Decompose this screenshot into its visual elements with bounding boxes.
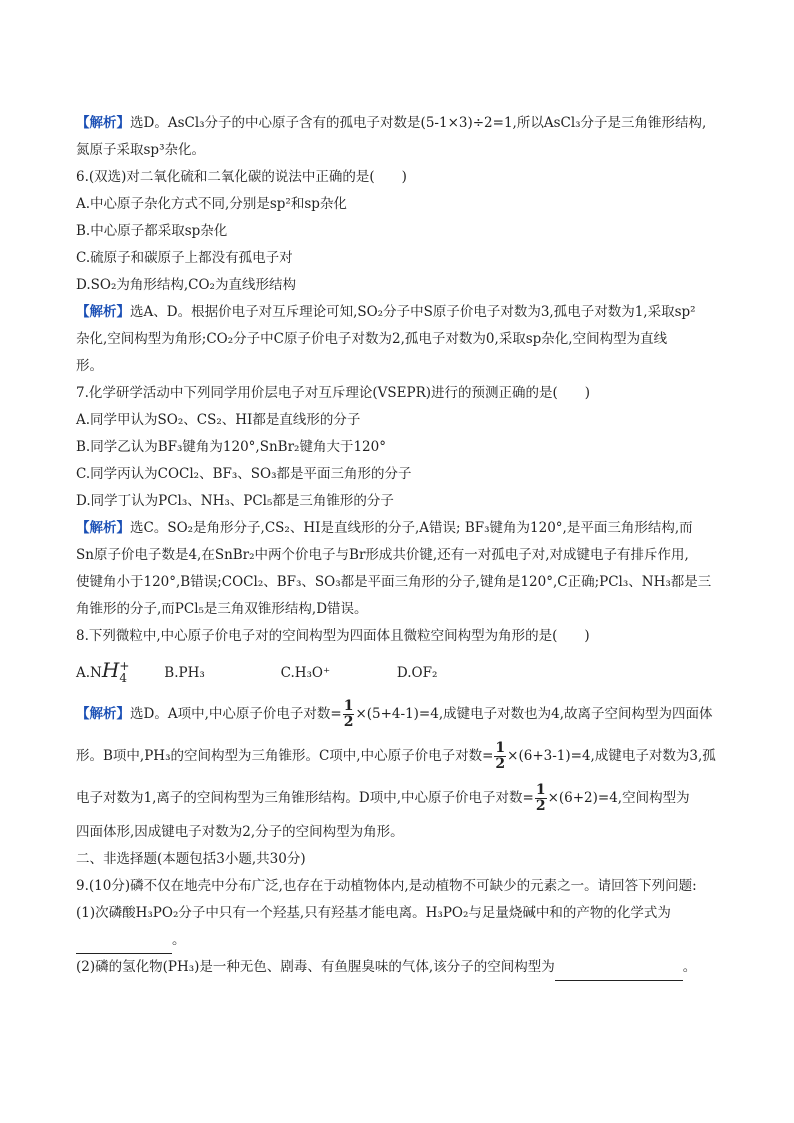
analysis-6-line3: 形。 (76, 358, 103, 374)
document-page (76, 110, 726, 981)
analysis-5-line1: 【解析】选D。AsCl₃分子的中心原子含有的孤电子对数是(5-1×3)÷2=1,所以AsCl₃分子是三角锥形结构, (76, 115, 707, 131)
analysis-5-line2: 氮原子采取sp³杂化。 (76, 142, 205, 158)
analysis-8-line2: 形。B项中,PH₃的空间构型为三角锥形。C项中,中心原子价电子对数= $\frac{1}{2}$ ×(6+3-1)=4,成键电子对数为3,孤 (76, 740, 716, 772)
analysis-7-line2: Sn原子价电子数是4,在SnBr₂中两个价电子与Br形成共价键,还有一对孤电子对,对成键电子有排斥作用, (76, 547, 689, 563)
question-9: 9.(10分)磷不仅在地壳中分布广泛,也存在于动植物体内,是动植物不可缺少的元素之一。请回答下列问题: (76, 878, 697, 894)
q8-option-a: A.NH + 4 (76, 650, 160, 693)
q6-option-d: D.SO₂为角形结构,CO₂为直线形结构 (76, 277, 296, 293)
answer-blank-1[interactable] (76, 937, 172, 954)
analysis-8-line4: 四面体形,因成键电子对数为2,分子的空间构型为角形。 (76, 824, 404, 840)
q8-option-c: C.H₃O⁺ (280, 665, 331, 681)
q7-option-b: B.同学乙认为BF₃键角为120°,SnBr₂键角大于120° (76, 439, 386, 455)
analysis-7-line3: 使键角小于120°,B错误;COCl₂、BF₃、SO₃都是平面三角形的分子,键角是120°,C正确;PCl₃、NH₃都是三 (76, 574, 712, 590)
fraction-half: $\frac{1}{2}$ (535, 782, 546, 814)
analysis-tag: 【解析】 (76, 706, 130, 722)
question-7: 7.化学研学活动中下列同学用价层电子对互斥理论(VSEPR)进行的预测正确的是( ) (76, 385, 591, 401)
q9-part-1: (1)次磷酸H₃PO₂分子中只有一个羟基,只有羟基才能电离。H₃PO₂与足量烧碱中和的产物的化学式为 (76, 905, 671, 921)
question-6: 6.(双选)对二氧化硫和二氧化碳的说法中正确的是( ) (76, 169, 407, 185)
ammonium-formula: H + 4 (101, 658, 130, 685)
q7-option-d: D.同学丁认为PCl₃、NH₃、PCl₅都是三角锥形的分子 (76, 493, 394, 509)
analysis-7-line1: 【解析】选C。SO₂是角形分子,CS₂、HI是直线形的分子,A错误; BF₃键角为120°,是平面三角形结构,而 (76, 520, 693, 536)
analysis-8-line3: 电子对数为1,离子的空间构型为三角锥形结构。D项中,中心原子价电子对数= $\frac{1}{2}$ ×(6+2)=4,空间构型为 (76, 782, 690, 814)
section-2-heading: 二、非选择题(本题包括3小题,共30分) (76, 851, 306, 867)
question-8: 8.下列微粒中,中心原子价电子对的空间构型为四面体且微粒空间构型为角形的是( ) (76, 628, 590, 644)
q8-option-d: D.OF₂ (396, 665, 438, 681)
analysis-8-line1: 【解析】选D。A项中,中心原子价电子对数= $\frac{1}{2}$ ×(5+4-1)=4,成键电子对数也为4,故离子空间构型为四面体 (76, 698, 713, 730)
answer-blank-2[interactable] (555, 964, 683, 981)
q9-part-1-answer-line: 。 (76, 927, 726, 954)
analysis-6-line2: 杂化,空间构型为角形;CO₂分子中C原子价电子对数为2,孤电子对数为0,采取sp杂化,空间构型为直线 (76, 331, 668, 347)
fraction-half: $\frac{1}{2}$ (495, 740, 506, 772)
q7-option-a: A.同学甲认为SO₂、CS₂、HI都是直线形的分子 (76, 412, 361, 428)
fraction-half: $\frac{1}{2}$ (343, 698, 354, 730)
analysis-tag: 【解析】 (76, 520, 130, 536)
q6-option-c: C.硫原子和碳原子上都没有孤电子对 (76, 250, 293, 266)
q8-option-b: B.PH₃ (164, 665, 205, 681)
q8-options (76, 650, 726, 693)
q6-option-b: B.中心原子都采取sp杂化 (76, 223, 228, 239)
analysis-7-line4: 角锥形的分子,而PCl₅是三角双锥形结构,D错误。 (76, 601, 368, 617)
q6-option-a: A.中心原子杂化方式不同,分别是sp²和sp杂化 (76, 196, 347, 212)
q7-option-c: C.同学丙认为COCl₂、BF₃、SO₃都是平面三角形的分子 (76, 466, 412, 482)
analysis-tag: 【解析】 (76, 115, 130, 131)
analysis-tag: 【解析】 (76, 304, 130, 320)
q9-part-2: (2)磷的氢化物(PH₃)是一种无色、剧毒、有鱼腥臭味的气体,该分子的空间构型为 。 (76, 954, 726, 981)
analysis-6-line1: 【解析】选A、D。根据价电子对互斥理论可知,SO₂分子中S原子价电子对数为3,孤电子对数为1,采取sp² (76, 304, 696, 320)
